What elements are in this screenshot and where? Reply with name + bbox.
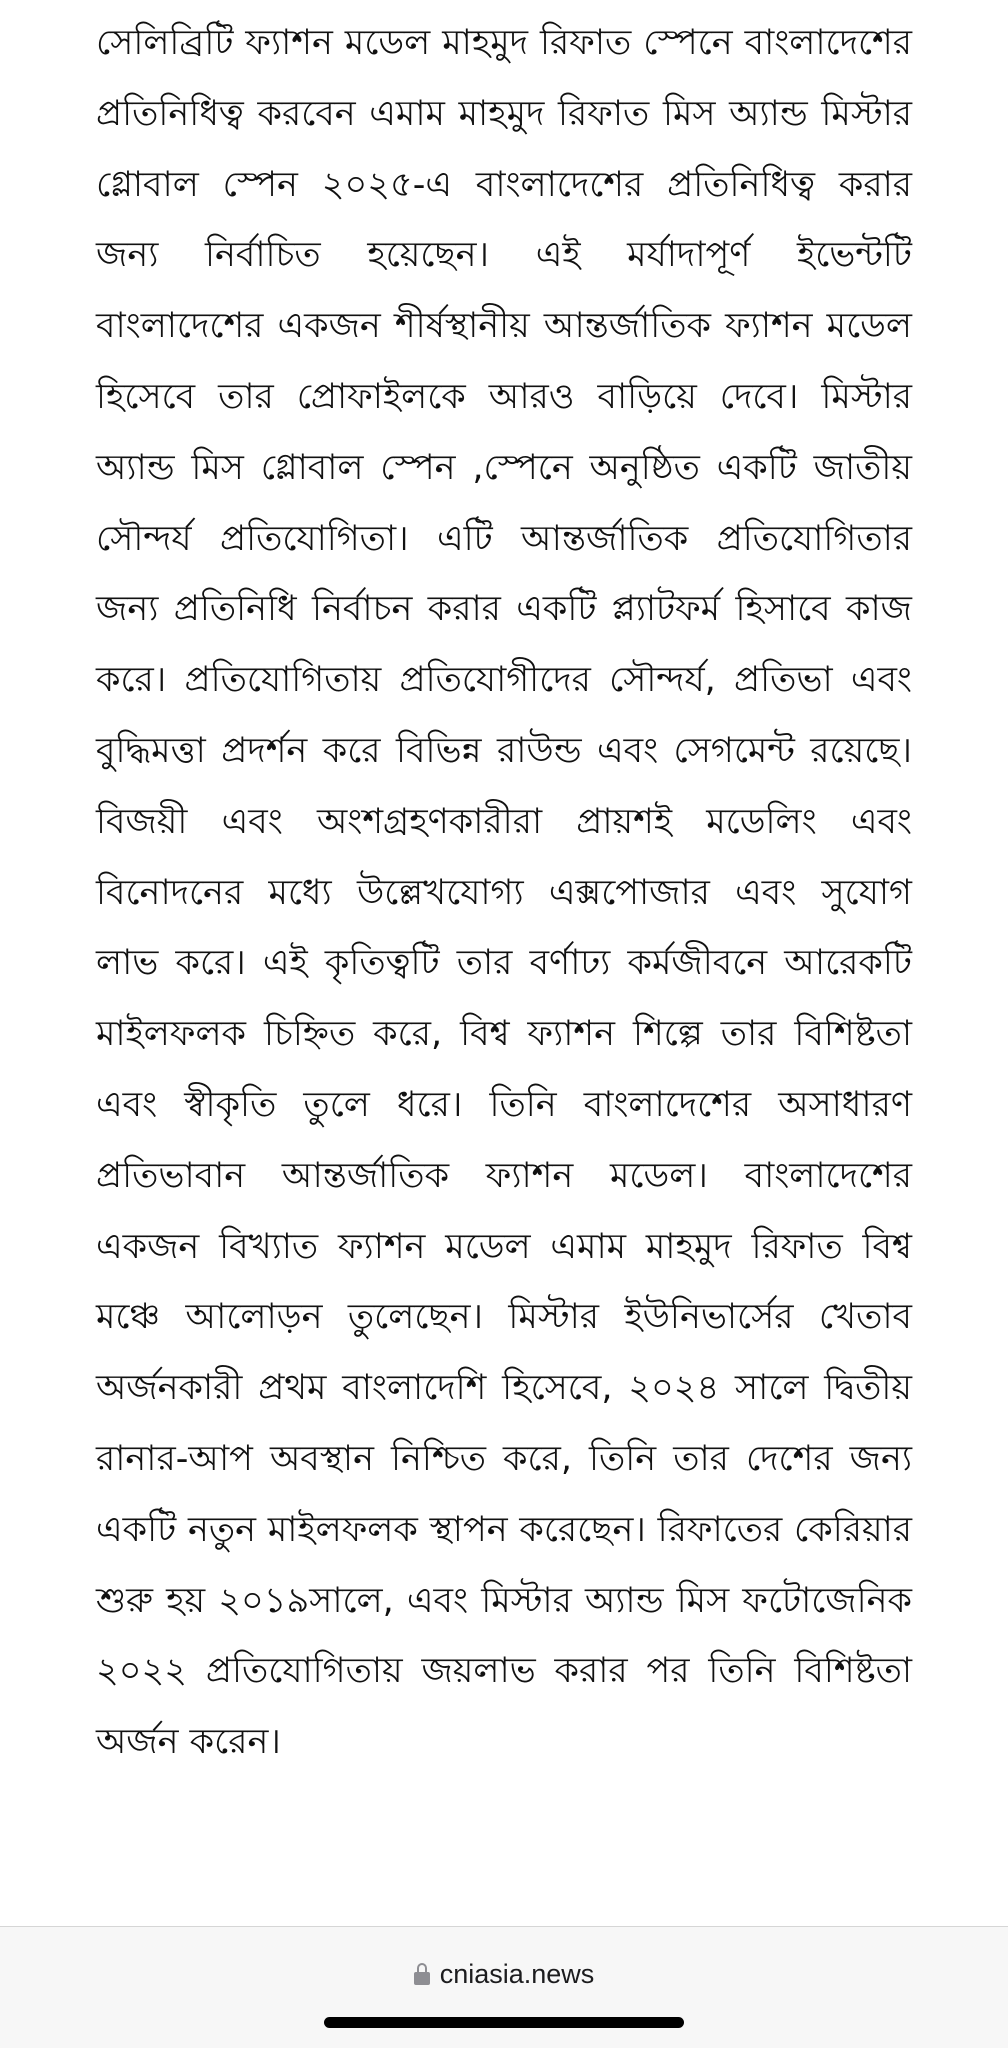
article-body bbox=[96, 8, 912, 1778]
url-text: cniasia.news bbox=[439, 1959, 595, 1989]
lock-icon bbox=[414, 1963, 430, 1985]
address-bar[interactable] bbox=[0, 1927, 1008, 2048]
home-indicator[interactable] bbox=[324, 2017, 684, 2028]
url-display[interactable] bbox=[0, 1957, 1008, 1991]
article-paragraph: সেলিব্রিটি ফ্যাশন মডেল মাহমুদ রিফাত স্পেনে বাংলাদেশের প্রতিনিধিত্ব করবেন এমাম মাহমুদ রিফাত মিস অ্যান্ড মিস্টার গ্লোবাল স্পেন ২০২৫-এ বাংলাদেশের প্রতিনিধিত্ব করার জন্য নির্বাচিত হয়েছেন। এই মর্যাদাপূর্ণ ইভেন্টটি বাংলাদেশের একজন শীর্ষস্থানীয় আন্তর্জাতিক ফ্যাশন মডেল হিসেবে তার প্রোফাইলকে আরও বাড়িয়ে দেবে। মিস্টার অ্যান্ড মিস গ্লোবাল স্পেন ,স্পেনে অনুষ্ঠিত একটি জাতীয় সৌন্দর্য প্রতিযোগিতা। এটি আন্তর্জাতিক প্রতিযোগিতার জন্য প্রতিনিধি নির্বাচন করার একটি প্ল্যাটফর্ম হিসাবে কাজ করে। প্রতিযোগিতায় প্রতিযোগীদের সৌন্দর্য, প্রতিভা এবং বুদ্ধিমত্তা প্রদর্শন করে বিভিন্ন রাউন্ড এবং সেগমেন্ট রয়েছে। বিজয়ী এবং অংশগ্রহণকারীরা প্রায়শই মডেলিং এবং বিনোদনের মধ্যে উল্লেখযোগ্য এক্সপোজার এবং সুযোগ লাভ করে। এই কৃতিত্বটি তার বর্ণাঢ্য কর্মজীবনে আরেকটি মাইলফলক চিহ্নিত করে, বিশ্ব ফ্যাশন শিল্পে তার বিশিষ্টতা এবং স্বীকৃতি তুলে ধরে। তিনি বাংলাদেশের অসাধারণ প্রতিভাবান আন্তর্জাতিক ফ্যাশন মডেল। বাংলাদেশের একজন বিখ্যাত ফ্যাশন মডেল এমাম মাহমুদ রিফাত বিশ্ব মঞ্চে আলোড়ন তুলেছেন। মিস্টার ইউনিভার্সের খেতাব অর্জনকারী প্রথম বাংলাদেশি হিসেবে, ২০২৪ সালে দ্বিতীয় রানার-আপ অবস্থান নিশ্চিত করে, তিনি তার দেশের জন্য একটি নতুন মাইলফলক স্থাপন করেছেন। রিফাতের কেরিয়ার শুরু হয় ২০১৯সালে, এবং মিস্টার অ্যান্ড মিস ফটোজেনিক ২০২২ প্রতিযোগিতায় জয়লাভ করার পর তিনি বিশিষ্টতা অর্জন করেন। bbox=[96, 23, 912, 1763]
